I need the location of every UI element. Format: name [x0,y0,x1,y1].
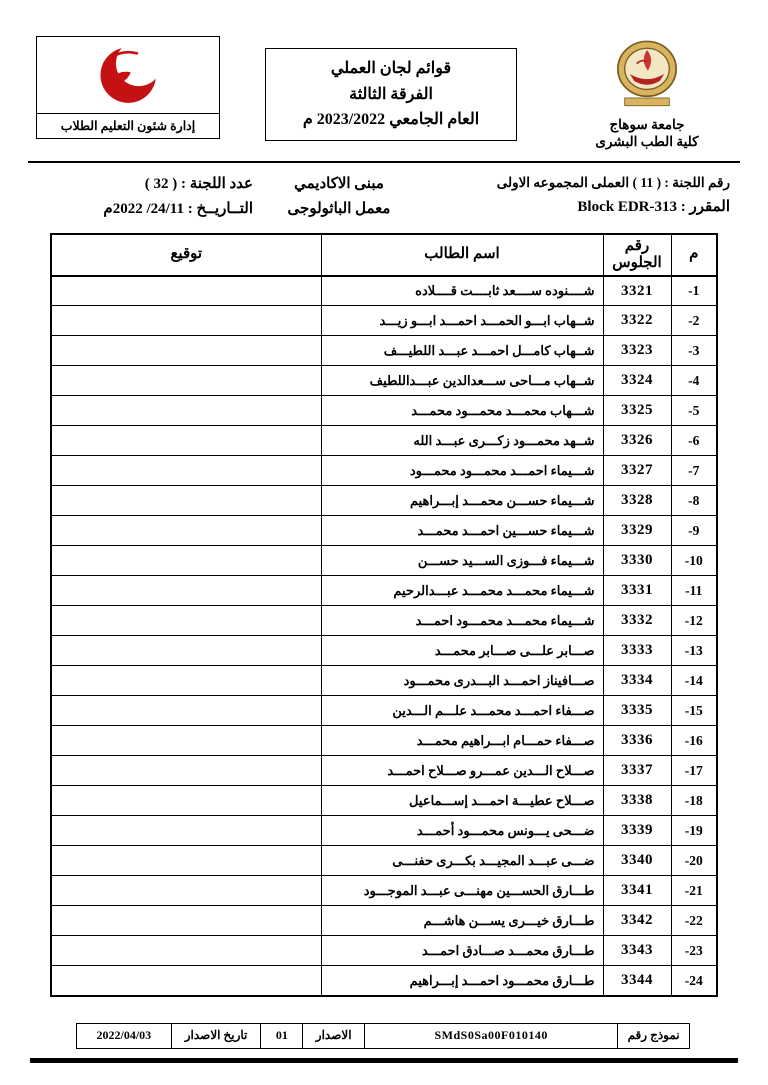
seat-number: 3328 [603,486,671,516]
seat-number: 3331 [603,576,671,606]
admin-block [36,36,220,139]
seat-number: 3344 [603,966,671,996]
student-name: شـــيماء محمـــد محمـــد عبـــدالرحيم [321,576,603,606]
row-index: -6 [671,426,717,456]
date-line: التــاريــخ : 24/11/ 2022م [103,201,253,218]
title-line-1: قوائم لجان العملي [330,60,452,77]
committee-info [425,172,730,223]
row-index: -23 [671,936,717,966]
table-row [51,696,717,726]
issue-value: 01 [260,1024,302,1048]
location-info [288,172,391,223]
committee-number-line: رقم اللجنة : ( 11 ) العملى المجموعه الاولى [496,174,730,190]
student-name: طـــارق خيـــرى يســـن هاشـــم [321,906,603,936]
seat-number: 3327 [603,456,671,486]
row-index: -1 [671,276,717,306]
student-name: شـــيماء حســـين احمـــد محمـــد [321,516,603,546]
student-name: شــهاب كامـــل احمـــد عبـــد اللطيـــف [321,336,603,366]
seat-number: 3341 [603,876,671,906]
signature-cell [51,666,321,696]
table-row [51,756,717,786]
crescent-logo-icon [76,41,180,109]
student-name: شـــيماء حســـن محمـــد إبـــراهيم [321,486,603,516]
student-name: ضـــحى يـــونس محمـــود أحمـــد [321,816,603,846]
seat-number: 3329 [603,516,671,546]
committee-count-line: عدد اللجنة : ( 32 ) [144,175,253,192]
signature-cell [51,426,321,456]
header-seat-number: رقم الجلوس [603,234,671,276]
student-name: شـــيماء محمـــد محمـــود احمـــد [321,606,603,636]
issue-label: الاصدار [302,1024,364,1048]
row-index: -12 [671,606,717,636]
course-line: المقرر : Block EDR-313 [577,198,730,215]
faculty-name: كلية الطب البشرى [595,133,699,149]
signature-cell [51,846,321,876]
title-box [265,48,517,141]
row-index: -8 [671,486,717,516]
table-row [51,516,717,546]
row-index: -4 [671,366,717,396]
seat-number: 3339 [603,816,671,846]
table-row [51,966,717,996]
seat-number: 3324 [603,366,671,396]
seat-number: 3330 [603,546,671,576]
table-row [51,336,717,366]
lab-line: معمل الباثولوجى [287,201,391,218]
table-row [51,876,717,906]
student-name: شـــهاب محمـــد محمـــود محمـــد [321,396,603,426]
table-row [51,636,717,666]
row-index: -13 [671,636,717,666]
seat-number: 3321 [603,276,671,306]
signature-cell [51,336,321,366]
seat-number: 3332 [603,606,671,636]
seat-number: 3333 [603,636,671,666]
seat-number: 3335 [603,696,671,726]
row-index: -2 [671,306,717,336]
info-section [28,163,740,229]
page-bottom-rule [30,1058,738,1063]
header-student-name: اسم الطالب [321,234,603,276]
signature-cell [51,516,321,546]
university-emblem-icon [604,38,690,110]
header-signature: توقيع [51,234,321,276]
student-name: صـــلاح الـــدين عمـــرو صـــلاح احمـــد [321,756,603,786]
signature-cell [51,636,321,666]
table-row [51,486,717,516]
signature-cell [51,876,321,906]
row-index: -7 [671,456,717,486]
table-row [51,456,717,486]
student-name: طـــارق محمـــود احمـــد إبـــراهيم [321,966,603,996]
student-name: صـــابر علـــى صـــابر محمـــد [321,636,603,666]
table-row [51,576,717,606]
table-row [51,666,717,696]
seat-number: 3334 [603,666,671,696]
seat-number: 3342 [603,906,671,936]
footer-form-bar [76,1023,690,1049]
student-name: صـــافيناز احمـــد البـــدرى محمـــود [321,666,603,696]
table-row [51,306,717,336]
row-index: -11 [671,576,717,606]
row-index: -22 [671,906,717,936]
row-index: -9 [671,516,717,546]
student-name: طـــارق محمـــد صـــادق احمـــد [321,936,603,966]
row-index: -14 [671,666,717,696]
student-name: شـــيماء فـــوزى الســـيد حســـن [321,546,603,576]
signature-cell [51,756,321,786]
signature-cell [51,726,321,756]
row-index: -19 [671,816,717,846]
seat-number: 3336 [603,726,671,756]
seat-number: 3326 [603,426,671,456]
row-index: -16 [671,726,717,756]
signature-cell [51,366,321,396]
count-date-info [38,172,253,223]
table-row [51,426,717,456]
signature-cell [51,936,321,966]
row-index: -15 [671,696,717,726]
table-row [51,846,717,876]
seat-number: 3340 [603,846,671,876]
signature-cell [51,966,321,996]
university-name: جامعة سوهاج [609,117,685,132]
table-row [51,546,717,576]
row-index: -21 [671,876,717,906]
student-name: شــهاب ابـــو الحمـــد احمـــد ابـــو زيـــد [321,306,603,336]
seat-number: 3338 [603,786,671,816]
admin-logo-area [37,37,219,113]
title-line-3: العام الجامعي 2023/2022 م [302,111,480,129]
row-index: -5 [671,396,717,426]
seat-number: 3343 [603,936,671,966]
header-index: م [671,234,717,276]
signature-cell [51,816,321,846]
signature-cell [51,696,321,726]
seat-number: 3325 [603,396,671,426]
table-row [51,396,717,426]
table-row [51,366,717,396]
table-row [51,606,717,636]
seat-number: 3337 [603,756,671,786]
row-index: -17 [671,756,717,786]
issue-date-label: تاريخ الاصدار [171,1024,261,1048]
students-table [50,233,718,997]
seat-number: 3322 [603,306,671,336]
signature-cell [51,906,321,936]
signature-cell [51,396,321,426]
signature-cell [51,276,321,306]
student-name: طـــارق الحســـين مهنـــى عبـــد الموجـــود [321,876,603,906]
table-row [51,276,717,306]
seat-number: 3323 [603,336,671,366]
table-row [51,906,717,936]
student-name: صـــلاح عطيـــة احمـــد إســـماعيل [321,786,603,816]
student-name: شــهد محمـــود زكـــرى عبـــد الله [321,426,603,456]
student-name: شــــنوده ســــعد ثابــــت قــــلاده [321,276,603,306]
form-number-label: نموذج رقم [617,1024,689,1048]
student-name: صـــفاء احمـــد محمـــد علـــم الـــدين [321,696,603,726]
row-index: -18 [671,786,717,816]
admin-label: إدارة شئون التعليم الطلاب [37,113,219,138]
row-index: -24 [671,966,717,996]
building-line: مبنى الاكاديمي [294,175,384,192]
issue-date-value: 2022/04/03 [96,1028,152,1043]
university-block [562,36,732,151]
table-row [51,816,717,846]
signature-cell [51,486,321,516]
signature-cell [51,786,321,816]
table-header-row [51,234,717,276]
form-number-value: SMdS0Sa00F010140 [364,1024,617,1048]
signature-cell [51,456,321,486]
student-name: ضـــى عبـــد المجيـــد بكـــرى حفنـــى [321,846,603,876]
table-row [51,726,717,756]
student-name: شـــيماء احمـــد محمـــود محمـــود [321,456,603,486]
row-index: -10 [671,546,717,576]
table-row [51,786,717,816]
signature-cell [51,606,321,636]
signature-cell [51,306,321,336]
student-name: صـــفاء حمـــام ابـــراهيم محمـــد [321,726,603,756]
page-header [28,36,740,151]
title-line-2: الفرقة الثالثة [349,85,433,103]
signature-cell [51,576,321,606]
row-index: -3 [671,336,717,366]
row-index: -20 [671,846,717,876]
student-name: شــهاب مـــاحى ســـعدالدين عبـــداللطيف [321,366,603,396]
signature-cell [51,546,321,576]
table-row [51,936,717,966]
